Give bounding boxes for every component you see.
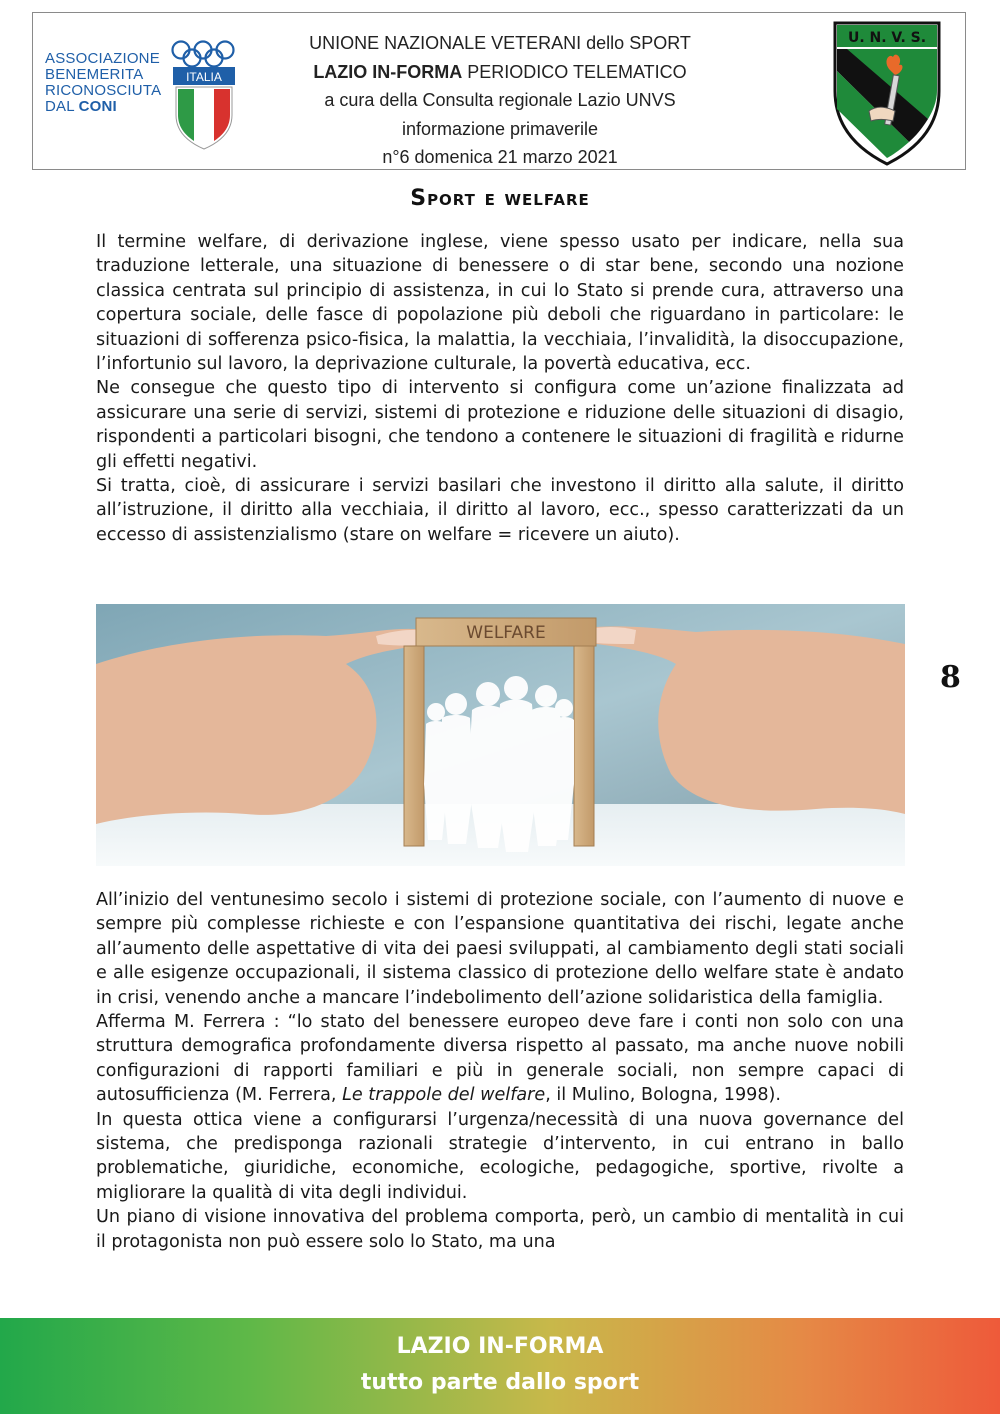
paragraph: Ne consegue che questo tipo di intervento si configura come un’azione finalizzata ad assicurare una serie di servizi, sistemi di protezione e riduzione delle situazioni di disagio, rispondenti a particolari bisogni, che tendono a contenere le situazioni di fragilità e ridurne gli effetti negativi. [96, 378, 904, 472]
italia-label: ITALIA [186, 70, 222, 84]
coni-line-4-coni: CONI [78, 98, 117, 115]
masthead [32, 12, 966, 170]
book-title: Le trappole del welfare [342, 1085, 546, 1106]
welfare-illustration [96, 604, 905, 866]
article-body-part-2 [96, 888, 904, 1254]
footer-banner [0, 1318, 1000, 1414]
italia-shield-icon [173, 67, 235, 151]
unvs-label: U. N. V. S. [847, 30, 927, 46]
olympic-rings-icon [169, 39, 239, 69]
unvs-shield-logo [833, 21, 941, 166]
footer-title: LAZIO IN-FORMA [396, 1334, 604, 1359]
masthead-edition: informazione primaverile [401, 118, 599, 139]
coni-line-4 [45, 99, 161, 115]
quote-text: Afferma M. Ferrera : “lo stato del benessere europeo deve fare i conti non solo con una struttura demografica profondamente diversa rispetto al passato, ma anche nuove nobili configurazioni di rapporti familiari e più in generale sociali, non sempre capaci di autosufficienza (M. Ferrera, [96, 1012, 904, 1106]
article-title: Sport e welfare [410, 186, 590, 211]
coni-line-2: BENEMERITA [45, 66, 144, 83]
coni-logo [45, 39, 250, 159]
page-number: 8 [940, 660, 961, 695]
masthead-issue-date: n°6 domenica 21 marzo 2021 [382, 147, 618, 167]
masthead-text [263, 29, 737, 172]
paragraph: All’inizio del ventunesimo secolo i sistemi di protezione sociale, con l’aumento di nuove e sempre più complesse richieste e con l’espansione quantitativa dei rischi, legate anche all’aumento delle aspettative di vita dei paesi sviluppati, al cambiamento degli stati sociali e alle esigenze occupazionali, il sistema classico di protezione dello welfare state è andato in crisi, venendo anche a mancare l’indebolimento dell’azione solidaristica della famiglia. [96, 890, 904, 1008]
coni-line-1: ASSOCIAZIONE [45, 50, 160, 67]
paragraph: Un piano di visione innovativa del problema comporta, però, un cambio di mentalità in cui il protagonista non può essere solo lo Stato, ma una [96, 1207, 904, 1252]
masthead-organization: UNIONE NAZIONALE VETERANI dello SPORT [309, 33, 691, 53]
coni-logo-text [45, 51, 161, 115]
quote-citation: , il Mulino, Bologna, 1998). [545, 1085, 781, 1106]
paragraph: Si tratta, cioè, di assicurare i servizi basilari che investono il diritto alla salute, il diritto all’istruzione, il diritto alla vecchiaia, il diritto al lavoro, ecc., spesso caratterizzati da un eccesso di assistenzialismo (stare on welfare = ricevere un aiuto). [96, 476, 904, 545]
footer-slogan: tutto parte dallo sport [360, 1370, 640, 1395]
coni-line-4-prefix: DAL [45, 98, 79, 115]
masthead-editor: a cura della Consulta regionale Lazio UNVS [324, 90, 676, 110]
masthead-publication-name: LAZIO IN-FORMA [313, 61, 463, 82]
welfare-sign-text: WELFARE [466, 623, 546, 643]
paragraph: Il termine welfare, di derivazione inglese, viene spesso usato per indicare, nella sua traduzione letterale, una situazione di benessere o di star bene, secondo una nozione classica centrata sul principio di assistenza, in cui lo Stato si prende cura, attraverso una copertura sociale, delle fasce di popolazione più deboli che riguardano in particolare: le situazioni di sofferenza psico-fisica, la malattia, la vecchiaia, l’invalidità, la disoccupazione, l’infortunio sul lavoro, la deprivazione culturale, la povertà educativa, ecc. [96, 232, 904, 375]
coni-line-3: RICONOSCIUTA [45, 82, 162, 99]
article-body-part-1 [96, 230, 904, 547]
masthead-publication-type: PERIODICO TELEMATICO [462, 61, 687, 82]
masthead-publication [263, 58, 737, 87]
paragraph: In questa ottica viene a configurarsi l’urgenza/necessità di una nuova governance del sistema, che predisponga razionali strategie d’intervento, in cui entrano in ballo problematiche, giuridiche, economiche, ecologiche, pedagogiche, sportive, rivolte a migliorare la qualità di vita degli individui. [96, 1109, 904, 1203]
paragraph-quote [96, 1010, 904, 1108]
